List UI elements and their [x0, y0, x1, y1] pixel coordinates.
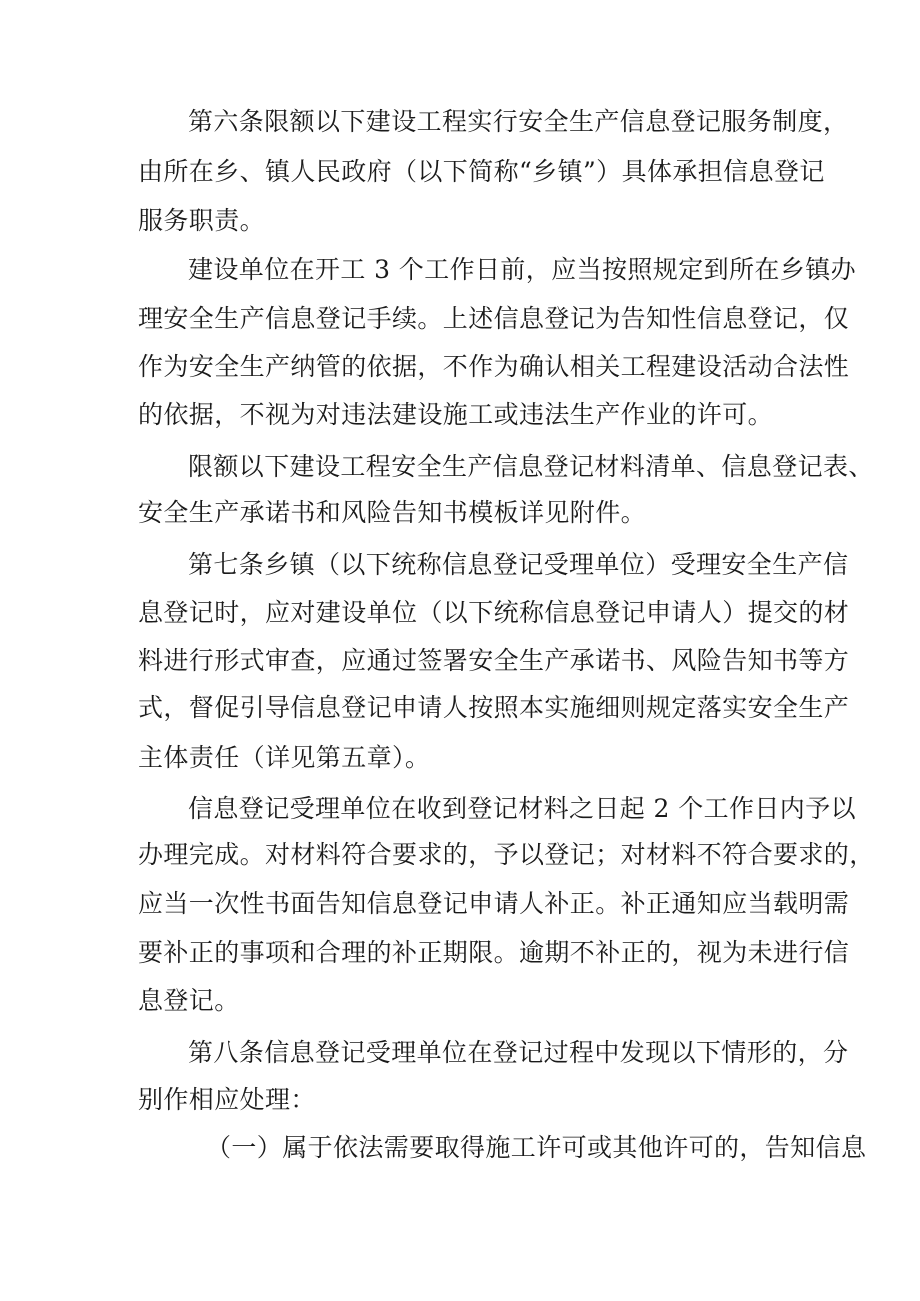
paragraph-line: 息登记。 [138, 986, 240, 1015]
paragraph-line: 限额以下建设工程安全生产信息登记材料清单、信息登记表、 [188, 452, 874, 481]
paragraph-line: 建设单位在开工 3 个工作日前，应当按照规定到所在乡镇办 [188, 255, 857, 284]
paragraph-line: 安全生产承诺书和风险告知书模板详见附件。 [138, 498, 647, 527]
paragraph-line: 由所在乡、镇人民政府（以下简称“乡镇”）具体承担信息登记 [138, 157, 825, 186]
paragraph-line: 服务职责。 [138, 206, 266, 235]
paragraph-line: 应当一次性书面告知信息登记申请人补正。补正通知应当载明需 [138, 889, 850, 918]
paragraph-line: 第八条信息登记受理单位在登记过程中发现以下情形的，分 [188, 1038, 849, 1067]
paragraph-line: 别作相应处理： [138, 1085, 316, 1114]
paragraph-line: 主体责任（详见第五章）。 [138, 743, 431, 772]
paragraph-line: 第七条乡镇（以下统称信息登记受理单位）受理安全生产信 [188, 550, 849, 579]
paragraph-line: 式，督促引导信息登记申请人按照本实施细则规定落实安全生产 [138, 693, 850, 722]
paragraph-line: 料进行形式审查，应通过签署安全生产承诺书、风险告知书等方 [138, 646, 850, 675]
paragraph-line: 理安全生产信息登记手续。上述信息登记为告知性信息登记，仅 [138, 304, 850, 333]
paragraph-line: 作为安全生产纳管的依据，不作为确认相关工程建设活动合法性 [138, 352, 850, 381]
paragraph-line: 信息登记受理单位在收到登记材料之日起 2 个工作日内予以 [188, 794, 857, 823]
paragraph-line: 办理完成。对材料符合要求的，予以登记；对材料不符合要求的， [138, 840, 875, 869]
paragraph-line: 要补正的事项和合理的补正期限。逾期不补正的，视为未进行信 [138, 938, 850, 967]
paragraph-line: 的依据，不视为对违法建设施工或违法生产作业的许可。 [138, 400, 774, 429]
paragraph-line: 息登记时，应对建设单位（以下统称信息登记申请人）提交的材 [138, 598, 850, 627]
paragraph-line: 第六条限额以下建设工程实行安全生产信息登记服务制度， [188, 107, 849, 136]
paragraph-line: （一）属于依法需要取得施工许可或其他许可的，告知信息 [206, 1133, 867, 1162]
